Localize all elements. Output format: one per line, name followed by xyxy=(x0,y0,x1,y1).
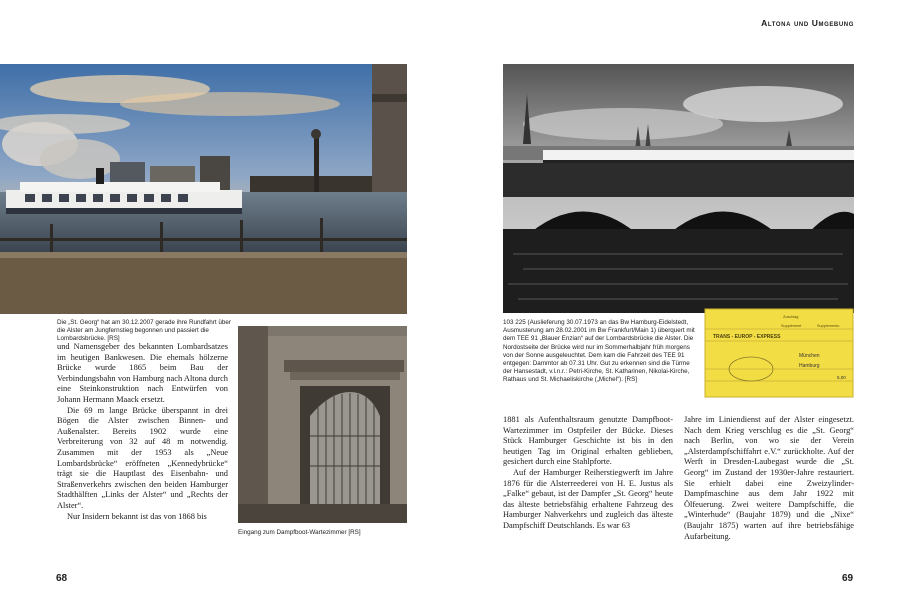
ticket-type: TRANS - EUROP - EXPRESS xyxy=(713,334,781,340)
ticket-to-city: München xyxy=(799,353,820,359)
page-number-right: 69 xyxy=(842,573,854,584)
left-body-text xyxy=(57,342,228,522)
caption-entrance: Eingang zum Dampfboot-Wartezimmer [RS] xyxy=(238,529,361,536)
tee-ticket-image xyxy=(703,307,855,399)
caption-tee: 103 225 (Auslieferung 30.07.1973 an das Bw Hamburg-Eidelstedt, Ausmusterung am 28.02.2001 im Bw Frankfurt/Main 1) überquert mit dem TEE 91 „Blauer Enzian“ auf der Lombardsbrücke die Alster. Die Nordostseite der Brücke wird nur im Sommerhalbjahr früh morgens von der Sonne ausgeleuchtet. Dem kam die Fahrzeit des TEE 91 entgegen: Dammtor ab 07.31 Uhr. Gut zu erkennen sind die Türme der Hansestadt, v.l.n.r.: Petri-Kirche, St. Katharinen, Nikolai-Kirche, Rathaus und St. Michaeliskirche („Michel“). [RS] xyxy=(503,319,695,384)
photo-steamer-bridge xyxy=(0,64,407,314)
ticket-supplement2: Supplemento xyxy=(817,324,840,328)
left-paragraph: Nur Insidern bekannt ist das von 1868 bis xyxy=(67,511,207,521)
ticket-from-city: Hamburg xyxy=(799,363,820,369)
right-paragraph: Jahre im Liniendienst auf der Alster eingesetzt. Nach dem Krieg verschlug es die „St. Georg“ nach Berlin, von wo sie der Verein „Alsterdampfschiffahrt e.V.“ zurückholte. Auf der Werft in Dresden-Laubegast wurde die „St. Georg“ im Zustand der 1930er-Jahre restauriert. Sie erhielt dabei eine Zweizylinder-Dampfmaschine aus dem Jahr 1922 mit Ölfeuerung. Zwei weitere Dampfschiffe, die „Winterhude“ (Baujahr 1879) und die „Nixe“ (Baujahr 1875) warten auf ihre betriebsfähige Aufarbeitung. xyxy=(684,415,854,541)
ticket-supplement1: Supplément xyxy=(781,324,802,328)
left-paragraph: Die 69 m lange Brücke überspannt in drei Bögen die Alster zwischen Binnen- und Außenalster. Bereits 1902 wurde eine Verbreiterung von 32 auf 48 m notwendig. Zusammen mit der 1953 als „Neue Lombardsbrücke“ eröffneten „Kennedybrücke“ trägt sie die Hauptlast des Eisenbahn- und Straßenverkehrs zwischen den beiden Hamburger Stadthälften „Links der Alster“ und „Rechts der Alster“. xyxy=(57,405,228,510)
photo-entrance-door xyxy=(238,326,407,523)
page-number-left: 68 xyxy=(56,573,68,584)
ticket-price: 5,00 xyxy=(837,375,846,380)
caption-steamer: Die „St. Georg“ hat am 30.12.2007 gerade ihre Rundfahrt über die Alster am Jungfernstieg begonnen und passiert die Lombardsbrücke. [RS] xyxy=(57,319,231,343)
ticket-top-small: Zuschlag xyxy=(783,315,799,319)
photo-tee-bridge xyxy=(503,64,854,313)
right-paragraph: Auf der Hamburger Reiherstiegwerft im Jahre 1876 für die Alsterreederei von H. E. Justus als „Falke“ gebaut, ist der Dampfer „St. Georg“ heute das älteste betriebsfähig erhaltene Fahrzeug des Hamburger Nahverkehrs und zugleich das älteste Dampfschiff Deutschlands. Es war 63 xyxy=(503,467,673,530)
right-body-text-col2 xyxy=(684,415,854,542)
right-paragraph: 1881 als Aufenthaltsraum genutzte Dampfboot-Wartezimmer im Ostpfeiler der Bücke. Dieses Stück Hamburger Geschichte ist bis in den heutigen Tag im Original erhalten geblieben, gesichert durch eine Stahlpforte. xyxy=(503,415,673,467)
right-body-text-col1 xyxy=(503,415,673,532)
left-paragraph: und Namensgeber des bekannten Lombardsatzes im heutigen Bankwesen. Die ehemals hölzerne Brücke wurde 1865 beim Bau der Verbindungsbahn von Hamburg nach Altona durch eine Steinkonstruktion nach Entwürfen von Johann Hermann Maack ersetzt. xyxy=(57,342,228,404)
running-header: Altona und Umgebung xyxy=(761,18,854,28)
